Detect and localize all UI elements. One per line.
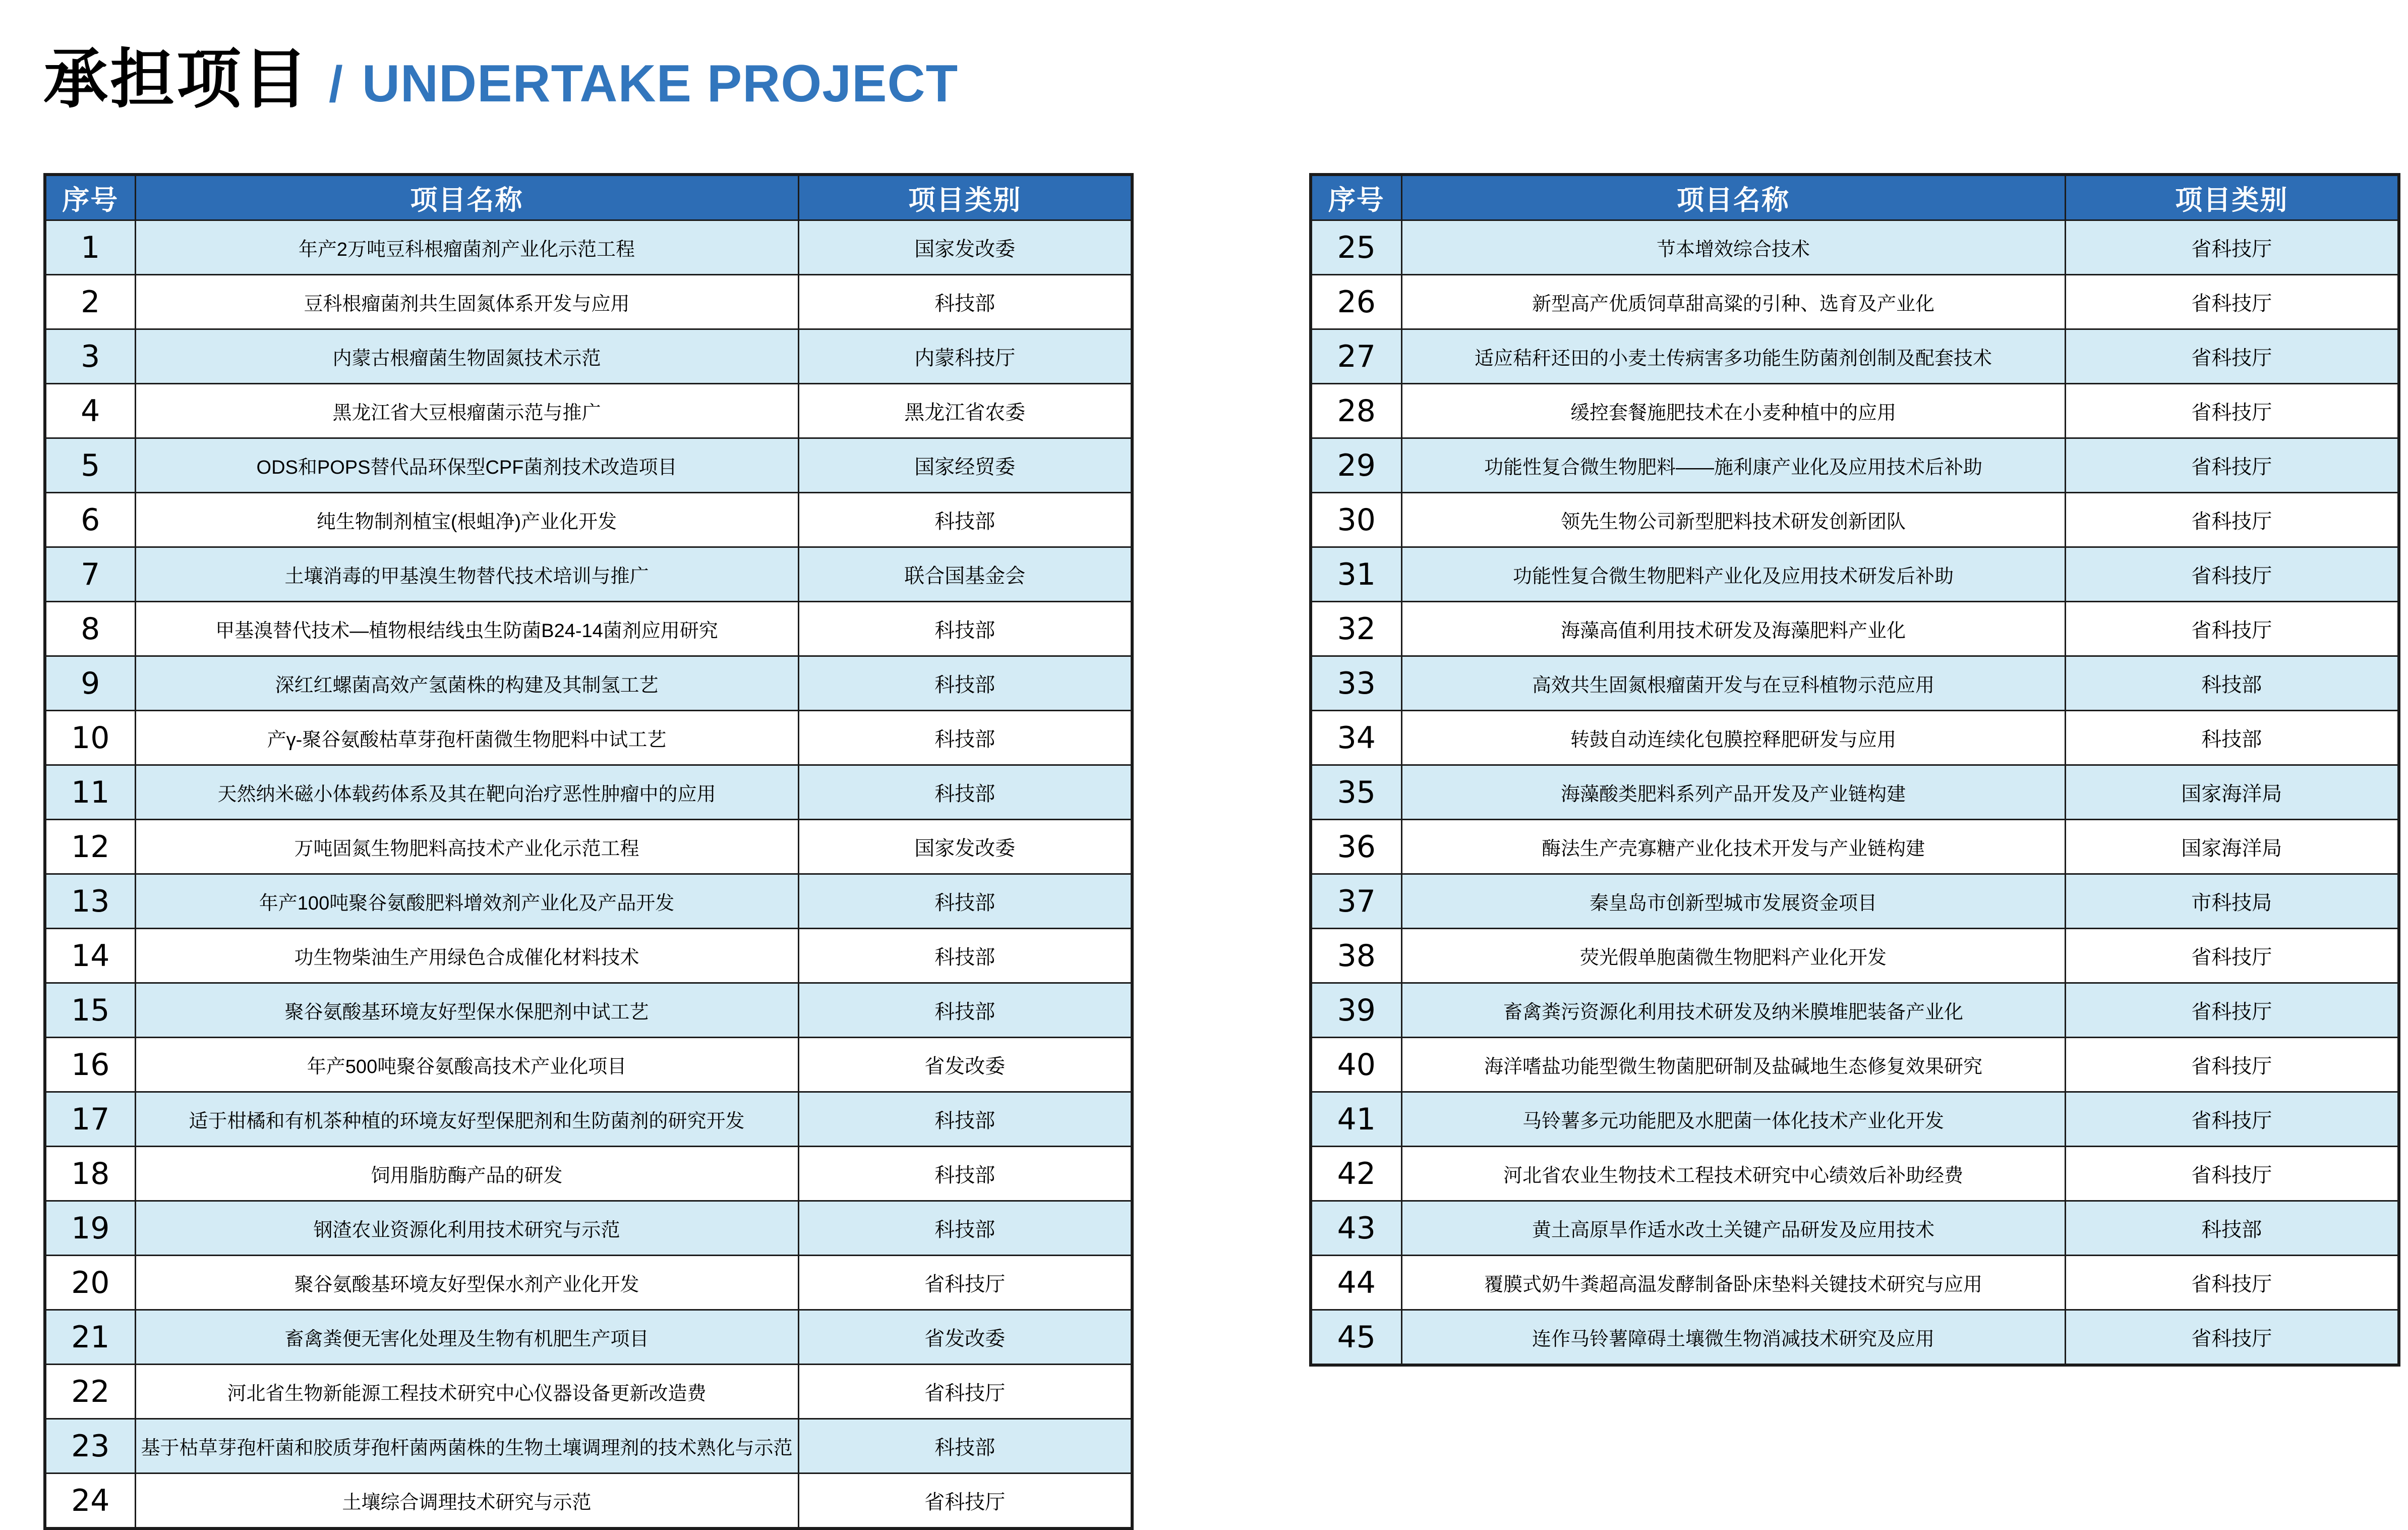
- row-number-cell: 31: [1311, 547, 1401, 602]
- row-number-cell: 34: [1311, 711, 1401, 765]
- table-row: [45, 929, 1132, 983]
- project-category-cell: 科技部: [2065, 711, 2399, 765]
- row-number-cell: 42: [1311, 1147, 1401, 1201]
- row-number-cell: 30: [1311, 493, 1401, 547]
- project-name-cell: 适应秸秆还田的小麦土传病害多功能生防菌剂创制及配套技术: [1401, 329, 2065, 384]
- column-header-name: 项目名称: [135, 175, 798, 220]
- table-row: [45, 493, 1132, 547]
- table-row: [45, 874, 1132, 929]
- row-number-cell: 11: [45, 765, 135, 820]
- table-row: [1311, 1092, 2399, 1147]
- project-category-cell: 省科技厅: [2065, 493, 2399, 547]
- project-category-cell: 省科技厅: [2065, 1147, 2399, 1201]
- project-name-cell: 畜禽粪便无害化处理及生物有机肥生产项目: [135, 1310, 798, 1365]
- row-number-cell: 2: [45, 275, 135, 329]
- table-row: [45, 220, 1132, 275]
- project-name-cell: 甲基溴替代技术—植物根结线虫生防菌B24-14菌剂应用研究: [135, 602, 798, 656]
- project-name-cell: 深红红螺菌高效产氢菌株的构建及其制氢工艺: [135, 656, 798, 711]
- table-row: [45, 438, 1132, 493]
- table-row: [45, 1474, 1132, 1529]
- row-number-cell: 26: [1311, 275, 1401, 329]
- project-category-cell: 国家海洋局: [2065, 765, 2399, 820]
- project-category-cell: 黑龙江省农委: [798, 384, 1132, 438]
- table-header: [1311, 175, 2399, 220]
- project-name-cell: 酶法生产壳寡糖产业化技术开发与产业链构建: [1401, 820, 2065, 874]
- project-category-cell: 省科技厅: [2065, 983, 2399, 1038]
- project-name-cell: 海藻高值利用技术研发及海藻肥料产业化: [1401, 602, 2065, 656]
- project-name-cell: 豆科根瘤菌剂共生固氮体系开发与应用: [135, 275, 798, 329]
- project-name-cell: 黑龙江省大豆根瘤菌示范与推广: [135, 384, 798, 438]
- project-name-cell: 土壤消毒的甲基溴生物替代技术培训与推广: [135, 547, 798, 602]
- row-number-cell: 7: [45, 547, 135, 602]
- table-row: [45, 1201, 1132, 1256]
- project-category-cell: 科技部: [2065, 656, 2399, 711]
- table-row: [1311, 874, 2399, 929]
- page-title: [43, 44, 958, 116]
- table-row: [1311, 1256, 2399, 1310]
- project-category-cell: 省发改委: [798, 1310, 1132, 1365]
- table-row: [1311, 1147, 2399, 1201]
- row-number-cell: 33: [1311, 656, 1401, 711]
- column-header-no: 序号: [45, 175, 135, 220]
- project-name-cell: 领先生物公司新型肥料技术研发创新团队: [1401, 493, 2065, 547]
- project-category-cell: 国家经贸委: [798, 438, 1132, 493]
- table-row: [1311, 1310, 2399, 1366]
- project-name-cell: 功能性复合微生物肥料——施利康产业化及应用技术后补助: [1401, 438, 2065, 493]
- table-header-row: [45, 175, 1132, 220]
- table-row: [1311, 711, 2399, 765]
- table-row: [45, 656, 1132, 711]
- row-number-cell: 1: [45, 220, 135, 275]
- project-category-cell: 市科技局: [2065, 874, 2399, 929]
- row-number-cell: 9: [45, 656, 135, 711]
- table-row: [1311, 493, 2399, 547]
- project-category-cell: 科技部: [798, 656, 1132, 711]
- project-category-cell: 科技部: [798, 493, 1132, 547]
- project-category-cell: 科技部: [798, 1201, 1132, 1256]
- project-name-cell: 年产500吨聚谷氨酸高技术产业化项目: [135, 1038, 798, 1092]
- table-row: [1311, 983, 2399, 1038]
- table-row: [1311, 820, 2399, 874]
- table-header-row: [1311, 175, 2399, 220]
- row-number-cell: 15: [45, 983, 135, 1038]
- table-row: [45, 275, 1132, 329]
- project-name-cell: 年产2万吨豆科根瘤菌剂产业化示范工程: [135, 220, 798, 275]
- project-category-cell: 省科技厅: [2065, 220, 2399, 275]
- row-number-cell: 35: [1311, 765, 1401, 820]
- table-row: [45, 329, 1132, 384]
- project-category-cell: 科技部: [798, 765, 1132, 820]
- project-name-cell: 聚谷氨酸基环境友好型保水剂产业化开发: [135, 1256, 798, 1310]
- table-row: [45, 1038, 1132, 1092]
- table-row: [1311, 929, 2399, 983]
- project-name-cell: 转鼓自动连续化包膜控释肥研发与应用: [1401, 711, 2065, 765]
- project-category-cell: 省科技厅: [2065, 1310, 2399, 1366]
- row-number-cell: 5: [45, 438, 135, 493]
- project-category-cell: 内蒙科技厅: [798, 329, 1132, 384]
- row-number-cell: 28: [1311, 384, 1401, 438]
- project-category-cell: 省科技厅: [798, 1474, 1132, 1529]
- project-category-cell: 科技部: [798, 711, 1132, 765]
- row-number-cell: 36: [1311, 820, 1401, 874]
- project-name-cell: 功生物柴油生产用绿色合成催化材料技术: [135, 929, 798, 983]
- column-header-category: 项目类别: [798, 175, 1132, 220]
- project-name-cell: 土壤综合调理技术研究与示范: [135, 1474, 798, 1529]
- row-number-cell: 6: [45, 493, 135, 547]
- project-name-cell: 钢渣农业资源化利用技术研究与示范: [135, 1201, 798, 1256]
- column-header-category: 项目类别: [2065, 175, 2399, 220]
- table-row: [1311, 329, 2399, 384]
- project-name-cell: 海藻酸类肥料系列产品开发及产业链构建: [1401, 765, 2065, 820]
- project-category-cell: 省科技厅: [2065, 602, 2399, 656]
- table-row: [45, 547, 1132, 602]
- table-row: [1311, 1038, 2399, 1092]
- table-row: [1311, 765, 2399, 820]
- table-row: [45, 1365, 1132, 1419]
- project-name-cell: 内蒙古根瘤菌生物固氮技术示范: [135, 329, 798, 384]
- project-category-cell: 省科技厅: [2065, 1256, 2399, 1310]
- project-category-cell: 国家发改委: [798, 820, 1132, 874]
- project-name-cell: 黄土高原旱作适水改土关键产品研发及应用技术: [1401, 1201, 2065, 1256]
- row-number-cell: 8: [45, 602, 135, 656]
- table-row: [1311, 656, 2399, 711]
- table-row: [45, 983, 1132, 1038]
- project-name-cell: 节本增效综合技术: [1401, 220, 2065, 275]
- project-category-cell: 科技部: [2065, 1201, 2399, 1256]
- project-category-cell: 省科技厅: [2065, 1092, 2399, 1147]
- project-category-cell: 省科技厅: [2065, 275, 2399, 329]
- table-row: [1311, 547, 2399, 602]
- row-number-cell: 40: [1311, 1038, 1401, 1092]
- table-row: [45, 602, 1132, 656]
- table-body: [1311, 220, 2399, 1366]
- row-number-cell: 24: [45, 1474, 135, 1529]
- project-name-cell: 基于枯草芽孢杆菌和胶质芽孢杆菌两菌株的生物土壤调理剂的技术熟化与示范: [135, 1419, 798, 1474]
- project-name-cell: 河北省生物新能源工程技术研究中心仪器设备更新改造费: [135, 1365, 798, 1419]
- project-category-cell: 科技部: [798, 1147, 1132, 1201]
- project-name-cell: 海洋嗜盐功能型微生物菌肥研制及盐碱地生态修复效果研究: [1401, 1038, 2065, 1092]
- row-number-cell: 16: [45, 1038, 135, 1092]
- table-row: [45, 1147, 1132, 1201]
- page-title-separator: /: [329, 56, 343, 112]
- project-name-cell: 河北省农业生物技术工程技术研究中心绩效后补助经费: [1401, 1147, 2065, 1201]
- table-row: [1311, 1201, 2399, 1256]
- table-row: [1311, 438, 2399, 493]
- project-name-cell: 饲用脂肪酶产品的研发: [135, 1147, 798, 1201]
- column-header-name: 项目名称: [1401, 175, 2065, 220]
- row-number-cell: 39: [1311, 983, 1401, 1038]
- project-category-cell: 科技部: [798, 1419, 1132, 1474]
- project-name-cell: 覆膜式奶牛粪超高温发酵制备卧床垫料关键技术研究与应用: [1401, 1256, 2065, 1310]
- table-row: [45, 1310, 1132, 1365]
- table-row: [45, 1419, 1132, 1474]
- table-row: [1311, 220, 2399, 275]
- project-name-cell: 缓控套餐施肥技术在小麦种植中的应用: [1401, 384, 2065, 438]
- table-header: [45, 175, 1132, 220]
- project-category-cell: 省科技厅: [2065, 547, 2399, 602]
- project-category-cell: 省科技厅: [2065, 929, 2399, 983]
- project-category-cell: 省科技厅: [2065, 384, 2399, 438]
- table-row: [45, 765, 1132, 820]
- project-category-cell: 国家发改委: [798, 220, 1132, 275]
- row-number-cell: 10: [45, 711, 135, 765]
- row-number-cell: 4: [45, 384, 135, 438]
- row-number-cell: 20: [45, 1256, 135, 1310]
- project-name-cell: 产γ-聚谷氨酸枯草芽孢杆菌微生物肥料中试工艺: [135, 711, 798, 765]
- page-title-zh: 承担项目: [43, 43, 310, 116]
- row-number-cell: 25: [1311, 220, 1401, 275]
- project-name-cell: 连作马铃薯障碍土壤微生物消减技术研究及应用: [1401, 1310, 2065, 1366]
- row-number-cell: 21: [45, 1310, 135, 1365]
- row-number-cell: 12: [45, 820, 135, 874]
- project-category-cell: 省科技厅: [2065, 438, 2399, 493]
- project-name-cell: 新型高产优质饲草甜高粱的引种、选育及产业化: [1401, 275, 2065, 329]
- project-name-cell: 功能性复合微生物肥料产业化及应用技术研发后补助: [1401, 547, 2065, 602]
- row-number-cell: 3: [45, 329, 135, 384]
- project-name-cell: 年产100吨聚谷氨酸肥料增效剂产业化及产品开发: [135, 874, 798, 929]
- project-name-cell: 秦皇岛市创新型城市发展资金项目: [1401, 874, 2065, 929]
- table-row: [45, 1256, 1132, 1310]
- table-row: [45, 384, 1132, 438]
- projects-table-left: [43, 173, 1134, 1530]
- row-number-cell: 44: [1311, 1256, 1401, 1310]
- project-category-cell: 省科技厅: [2065, 329, 2399, 384]
- project-category-cell: 联合国基金会: [798, 547, 1132, 602]
- project-category-cell: 科技部: [798, 1092, 1132, 1147]
- table-row: [45, 1092, 1132, 1147]
- table-row: [1311, 602, 2399, 656]
- project-category-cell: 省发改委: [798, 1038, 1132, 1092]
- page-title-en: UNDERTAKE PROJECT: [362, 54, 959, 113]
- project-category-cell: 科技部: [798, 275, 1132, 329]
- project-category-cell: 省科技厅: [2065, 1038, 2399, 1092]
- project-category-cell: 科技部: [798, 602, 1132, 656]
- row-number-cell: 32: [1311, 602, 1401, 656]
- project-category-cell: 科技部: [798, 929, 1132, 983]
- row-number-cell: 27: [1311, 329, 1401, 384]
- row-number-cell: 29: [1311, 438, 1401, 493]
- project-category-cell: 国家海洋局: [2065, 820, 2399, 874]
- project-category-cell: 科技部: [798, 983, 1132, 1038]
- table-body: [45, 220, 1132, 1529]
- project-name-cell: 纯生物制剂植宝(根蛆净)产业化开发: [135, 493, 798, 547]
- row-number-cell: 38: [1311, 929, 1401, 983]
- table-row: [1311, 275, 2399, 329]
- table-row: [45, 820, 1132, 874]
- row-number-cell: 41: [1311, 1092, 1401, 1147]
- project-name-cell: 天然纳米磁小体载药体系及其在靶向治疗恶性肿瘤中的应用: [135, 765, 798, 820]
- row-number-cell: 14: [45, 929, 135, 983]
- table-row: [1311, 384, 2399, 438]
- project-name-cell: 畜禽粪污资源化利用技术研发及纳米膜堆肥装备产业化: [1401, 983, 2065, 1038]
- row-number-cell: 45: [1311, 1310, 1401, 1366]
- project-category-cell: 省科技厅: [798, 1365, 1132, 1419]
- project-name-cell: ODS和POPS替代品环保型CPF菌剂技术改造项目: [135, 438, 798, 493]
- project-name-cell: 万吨固氮生物肥料高技术产业化示范工程: [135, 820, 798, 874]
- project-name-cell: 高效共生固氮根瘤菌开发与在豆科植物示范应用: [1401, 656, 2065, 711]
- project-name-cell: 聚谷氨酸基环境友好型保水保肥剂中试工艺: [135, 983, 798, 1038]
- column-header-no: 序号: [1311, 175, 1401, 220]
- row-number-cell: 22: [45, 1365, 135, 1419]
- project-category-cell: 省科技厅: [798, 1256, 1132, 1310]
- table-row: [45, 711, 1132, 765]
- project-name-cell: 荧光假单胞菌微生物肥料产业化开发: [1401, 929, 2065, 983]
- row-number-cell: 17: [45, 1092, 135, 1147]
- projects-table-right: [1309, 173, 2400, 1367]
- row-number-cell: 19: [45, 1201, 135, 1256]
- row-number-cell: 43: [1311, 1201, 1401, 1256]
- row-number-cell: 37: [1311, 874, 1401, 929]
- row-number-cell: 13: [45, 874, 135, 929]
- project-name-cell: 适于柑橘和有机茶种植的环境友好型保肥剂和生防菌剂的研究开发: [135, 1092, 798, 1147]
- row-number-cell: 23: [45, 1419, 135, 1474]
- row-number-cell: 18: [45, 1147, 135, 1201]
- project-category-cell: 科技部: [798, 874, 1132, 929]
- project-name-cell: 马铃薯多元功能肥及水肥菌一体化技术产业化开发: [1401, 1092, 2065, 1147]
